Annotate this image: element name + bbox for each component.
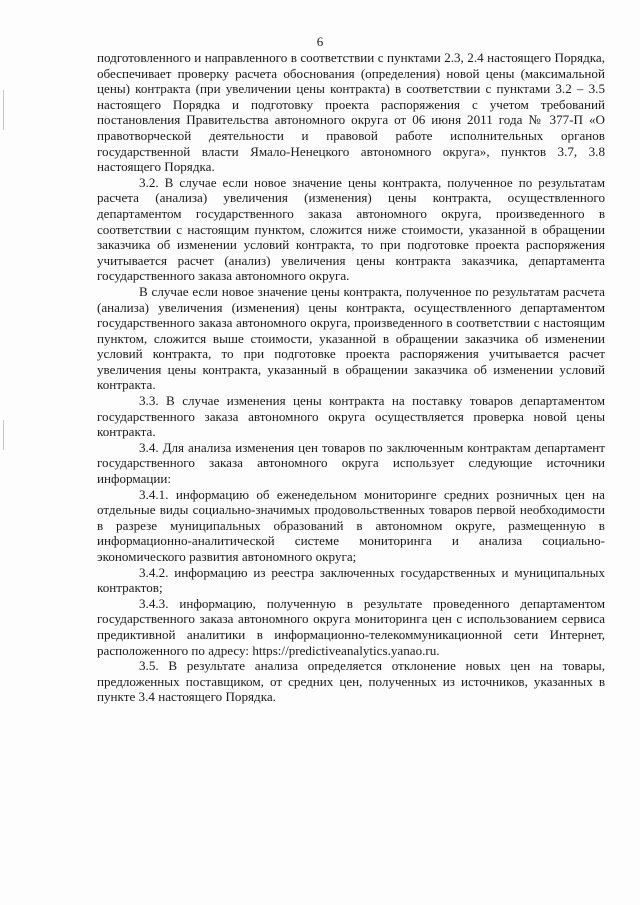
scan-edge-mark xyxy=(3,420,4,450)
paragraph-3-4-1: 3.4.1. информацию об еженедельном мониторинге средних розничных цен на отдельные виды социально-значимых продовольственных товаров первой необходимости в разрезе муниципальных образований в автономном округе, размещенную в информационно-аналитической системе мониторинга и анализа социально-экономического развития автономного округа; xyxy=(97,486,605,564)
paragraph-3-3: 3.3. В случае изменения цены контракта на поставку товаров департаментом государственного заказа автономного округа осуществляется проверка новой цены контракта. xyxy=(97,393,605,440)
paragraph-continuation: подготовленного и направленного в соответствии с пунктами 2.3, 2.4 настоящего Порядка, обеспечивает проверку расчета обоснования (определения) новой цены (максимальной цены) контракта (при увеличении цены контракта) в соответствии с пунктами 3.2 – 3.5 настоящего Порядка и подготовку проекта распоряжения с учетом требований постановления Правительства автономного округа от 06 июня 2011 года № 377-П «О правотворческой деятельности и правовой работе исполнительных органов государственной власти Ямало-Ненецкого автономного округа», пунктов 3.7, 3.8 настоящего Порядка. xyxy=(97,50,605,175)
paragraph-3-4: 3.4. Для анализа изменения цен товаров по заключенным контрактам департамент государственного заказа автономного округа использует следующие источники информации: xyxy=(97,439,605,487)
page-number: 6 xyxy=(316,34,324,49)
paragraph-3-4-3: 3.4.3. информацию, полученную в результате проведенного департаментом государственного заказа автономного округа мониторинга цен с использованием сервиса предиктивной аналитики в информационно-телекоммуникационной сети Интернет, расположенного по адресу: https://predictiveanalytics.yanao.ru. xyxy=(97,595,605,658)
scan-edge-mark xyxy=(3,90,4,130)
paragraph-3-2: 3.2. В случае если новое значение цены контракта, полученное по результатам расчета (анализа) увеличения (изменения) цены контракта, осуществленного департаментом государственного заказа автономного округа, произведенного в соответствии с настоящим пунктом, сложится ниже стоимости, указанной в обращении заказчика об изменении условий контракта, то при подготовке проекта распоряжения учитывается расчет (анализ) увеличения цены контракта заказчика, департамента государственного заказа автономного округа. xyxy=(97,174,605,284)
paragraph-3-4-2: 3.4.2. информацию из реестра заключенных государственных и муниципальных контрактов; xyxy=(97,564,605,596)
paragraph-3-2-second: В случае если новое значение цены контракта, полученное по результатам расчета (анализа) увеличения (изменения) цены контракта, осуществленного департаментом государственного заказа автономного округа, произведенного в соответствии с настоящим пунктом, сложится выше стоимости, указанной в обращении заказчика об изменении условий контракта, то при подготовке проекта распоряжения учитывается расчет увеличения цены контракта, указанный в обращении заказчика об изменении условий контракта. xyxy=(97,283,605,393)
document-body xyxy=(97,50,605,705)
paragraph-3-5: 3.5. В результате анализа определяется отклонение новых цен на товары, предложенных поставщиком, от средних цен, полученных из источников, указанных в пункте 3.4 настоящего Порядка. xyxy=(97,658,605,705)
